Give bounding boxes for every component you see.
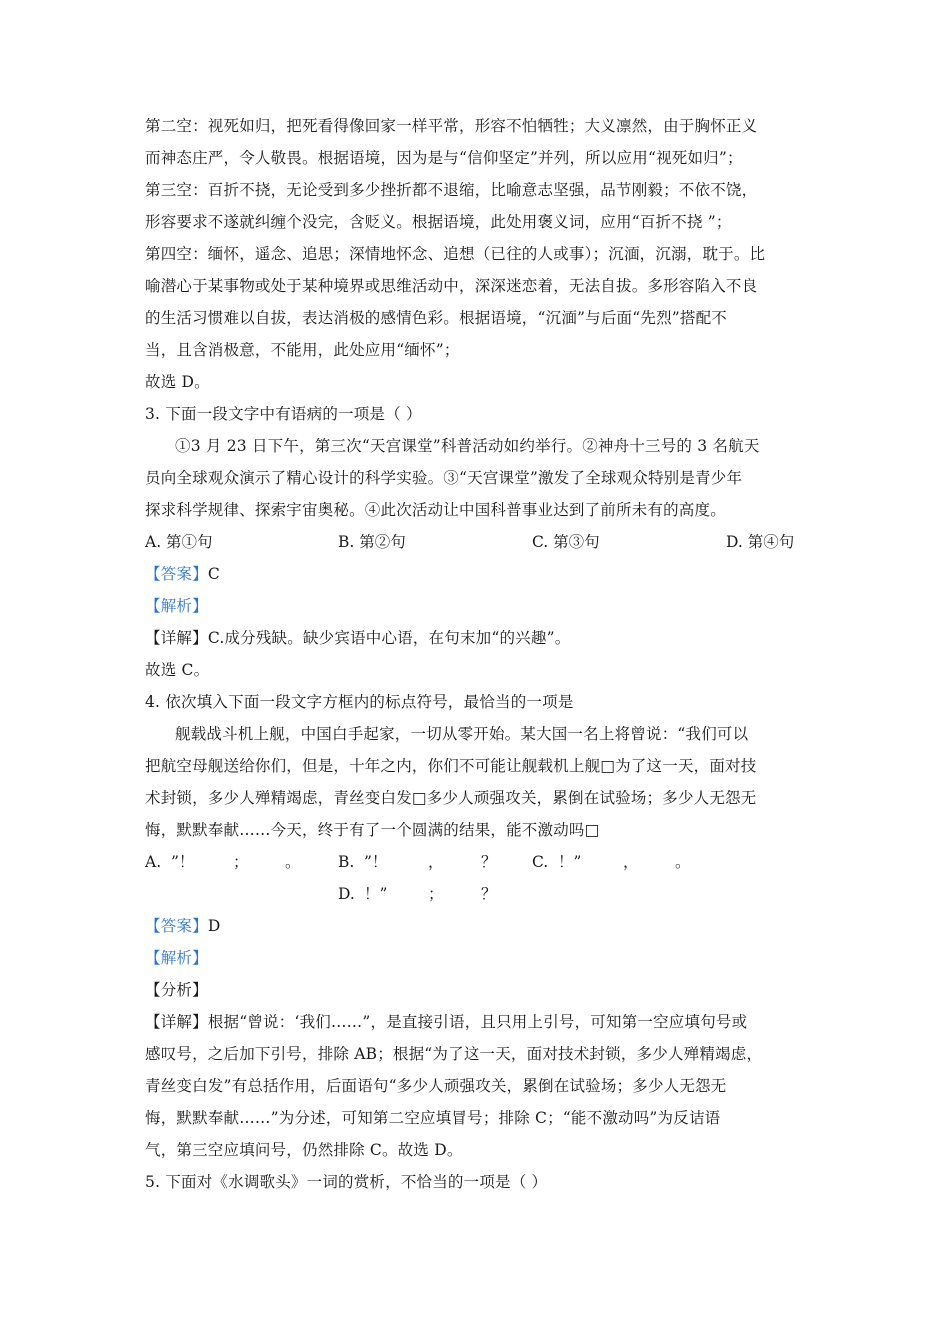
- detail-text: 根据“曾说：‘我们……”，是直接引语，且只用上引号，可知第一空应填句号或: [207, 1013, 748, 1031]
- answer-line: [145, 558, 813, 590]
- detail-line: 气，第三空应填问号，仍然排除 C。故选 D。: [145, 1141, 463, 1159]
- answer-line: [145, 910, 813, 942]
- option-b-mark-3: ？: [481, 853, 497, 871]
- option-b-mark-1: ”！: [364, 853, 388, 871]
- text-line: 而神态庄严，令人敬畏。根据语境，因为是与“信仰坚定”并列，所以应用“视死如归”；: [145, 149, 743, 167]
- option-b-label: B.: [338, 853, 355, 871]
- passage-line: 员向全球观众演示了精心设计的科学实验。③“天宫课堂”激发了全球观众特别是青少年: [145, 469, 743, 487]
- option-d: D. 第④句: [726, 533, 795, 551]
- answer-value: C: [207, 565, 220, 583]
- detail-line: [145, 1006, 813, 1038]
- passage-line: 术封锁，多少人殚精竭虑，青丝变白发□多少人顽强攻关，累倒在试验场；多少人无怨无: [145, 789, 757, 807]
- option-a-mark-3: 。: [285, 853, 301, 871]
- document-page: [145, 110, 813, 1198]
- passage-line: 探求科学规律、探索宇宙奥秘。④此次活动让中国科普事业达到了前所未有的高度。: [145, 501, 726, 519]
- question-4: [145, 686, 813, 1166]
- answer-tag: 【答案】: [145, 565, 208, 583]
- option-c: C. 第③句: [532, 533, 600, 551]
- question-stem: 5. 下面对《水调歌头》一词的赏析，不恰当的一项是（ ）: [145, 1173, 548, 1191]
- option-a-mark-1: ”！: [171, 853, 195, 871]
- text-line: 形容要求不遂就纠缠个没完，含贬义。根据语境，此处用褒义词，应用“百折不挠 ”；: [145, 213, 732, 231]
- text-line: 第二空：视死如归，把死看得像回家一样平常，形容不怕牺牲；大义凛然，由于胸怀正义: [145, 117, 758, 135]
- option-c-mark-2: ，: [623, 853, 639, 871]
- text-line: 第四空：缅怀，遥念、追思；深情地怀念、追想（已往的人或事）；沉湎，沉溺，耽于。比: [145, 245, 766, 263]
- question-3: [145, 398, 813, 686]
- detail-line: 青丝变白发”有总括作用，后面语句“多少人顽强攻关，累倒在试验场；多少人无怨无: [145, 1077, 727, 1095]
- option-a-mark-2: ；: [233, 853, 249, 871]
- options-row: [145, 846, 813, 878]
- answer-value: D: [207, 917, 221, 935]
- detail-tag: 【详解】: [145, 629, 208, 647]
- option-c-mark-1: ！”: [558, 853, 582, 871]
- option-a: A. 第①句: [145, 533, 213, 551]
- fenxi-line: [145, 974, 813, 1006]
- option-c-mark-3: 。: [675, 853, 691, 871]
- answer-tag: 【答案】: [145, 917, 208, 935]
- passage-line: 悔，默默奉献……今天，终于有了一个圆满的结果，能不激动吗□: [145, 821, 600, 839]
- detail-line: 悔，默默奉献……”为分述，可知第二空应填冒号；排除 C；“能不激动吗”为反诘语: [145, 1109, 721, 1127]
- text-line: 当，且含消极意，不能用，此处应用“缅怀”；: [145, 341, 460, 359]
- options-row: [145, 878, 813, 910]
- option-d-label: D.: [338, 885, 355, 903]
- detail-tag: 【详解】: [145, 1013, 208, 1031]
- option-c-label: C.: [532, 853, 549, 871]
- passage-line: 把航空母舰送给你们，但是，十年之内，你们不可能让舰载机上舰□为了这一天，面对技: [145, 757, 757, 775]
- option-b-mark-2: ，: [428, 853, 444, 871]
- fenxi-tag: 【分析】: [145, 981, 208, 999]
- question-stem: 4. 依次填入下面一段文字方框内的标点符号，最恰当的一项是: [145, 693, 574, 711]
- passage-line: 舰载战斗机上舰，中国白手起家，一切从零开始。某大国一名上将曾说：“我们可以: [175, 725, 749, 743]
- detail-line: 感叹号，之后加下引号，排除 AB；根据“为了这一天，面对技术封锁，多少人殚精竭虑，: [145, 1045, 763, 1063]
- analysis-line: [145, 590, 813, 622]
- option-d-mark-1: ！”: [364, 885, 388, 903]
- detail-text: C.成分残缺。缺少宾语中心语，在句末加“的兴趣”。: [207, 629, 571, 647]
- option-a-label: A.: [145, 853, 162, 871]
- text-line: 第三空：百折不挠，无论受到多少挫折都不退缩，比喻意志坚强，品节刚毅；不依不饶，: [145, 181, 758, 199]
- detail-line: [145, 622, 813, 654]
- analysis-tag: 【解析】: [145, 949, 208, 967]
- option-b: B. 第②句: [338, 533, 406, 551]
- analysis-tag: 【解析】: [145, 597, 208, 615]
- prev-explanation: [145, 110, 813, 398]
- conclusion-line: 故选 C。: [145, 661, 210, 679]
- analysis-line: [145, 942, 813, 974]
- option-d-mark-2: ；: [428, 885, 444, 903]
- options-row: [145, 526, 813, 558]
- question-stem: 3. 下面一段文字中有语病的一项是（ ）: [145, 405, 422, 423]
- text-line: 的生活习惯难以自拔，表达消极的感情色彩。根据语境，“沉湎”与后面“先烈”搭配不: [145, 309, 727, 327]
- conclusion-line: 故选 D。: [145, 373, 210, 391]
- passage-line: ①3 月 23 日下午，第三次“天宫课堂”科普活动如约举行。②神舟十三号的 3 名航天: [175, 437, 760, 455]
- text-line: 喻潜心于某事物或处于某种境界或思维活动中，深深迷恋着，无法自拔。多形容陷入不良: [145, 277, 758, 295]
- option-d-mark-3: ？: [481, 885, 497, 903]
- question-5: [145, 1166, 813, 1198]
